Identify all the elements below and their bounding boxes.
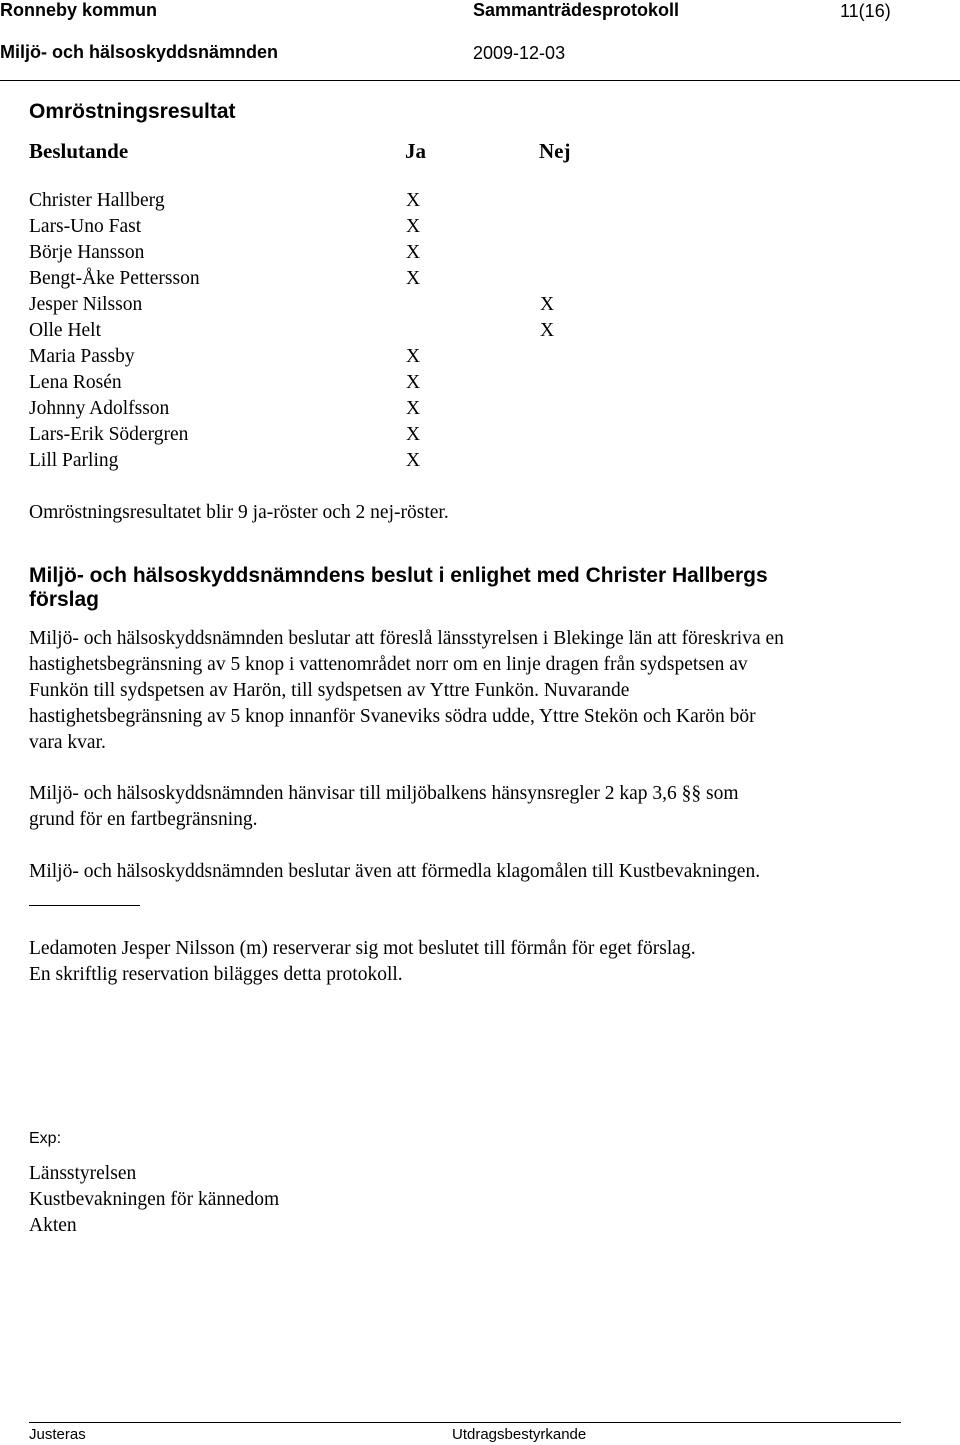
page-number: 11(16) [840, 1, 891, 21]
decision-heading-line: Miljö- och hälsoskyddsnämndens beslut i enlighet med Christer Hallbergs [29, 564, 768, 587]
vote-yes-mark: X [406, 242, 421, 263]
paragraph-line: Funkön till sydspetsen av Harön, till sydspetsen av Yttre Funkön. Nuvarande [29, 680, 630, 701]
vote-row [29, 294, 629, 320]
vote-yes-mark: X [406, 372, 421, 393]
distribution-item: Kustbevakningen för kännedom [29, 1189, 280, 1210]
vote-yes-mark: X [406, 216, 421, 237]
header-divider [0, 80, 960, 81]
vote-row [29, 424, 629, 450]
vote-yes-mark: X [406, 398, 421, 419]
distribution-label: Exp: [29, 1130, 62, 1147]
vote-row [29, 216, 629, 242]
vote-no-mark: X [540, 294, 555, 315]
paragraph-line: En skriftlig reservation bilägges detta protokoll. [29, 964, 403, 985]
column-yes: Ja [405, 139, 426, 163]
paragraph-line: grund för en fartbegränsning. [29, 809, 258, 830]
municipality-name: Ronneby kommun [0, 0, 158, 20]
decision-heading-line: förslag [29, 588, 100, 611]
vote-row [29, 320, 629, 346]
vote-yes-mark: X [406, 346, 421, 367]
vote-yes-mark: X [406, 268, 421, 289]
committee-name: Miljö- och hälsoskyddsnämnden [0, 42, 279, 62]
vote-heading: Omröstningsresultat [29, 100, 236, 123]
member-name: Lars-Uno Fast [29, 216, 142, 237]
member-name: Olle Helt [29, 320, 102, 341]
vote-no-mark: X [540, 320, 555, 341]
paragraph-line: Miljö- och hälsoskyddsnämnden beslutar även att förmedla klagomålen till Kustbevakningen. [29, 861, 761, 882]
separator-line [29, 905, 140, 906]
paragraph-line: Miljö- och hälsoskyddsnämnden beslutar att föreslå länsstyrelsen i Blekinge län att föreskriva en [29, 628, 784, 649]
member-name: Bengt-Åke Pettersson [29, 268, 200, 289]
vote-row [29, 242, 629, 268]
decision-heading [29, 564, 768, 612]
vote-yes-mark: X [406, 190, 421, 211]
vote-row [29, 268, 629, 294]
meeting-date: 2009-12-03 [473, 43, 566, 63]
member-name: Maria Passby [29, 346, 135, 367]
vote-row [29, 372, 629, 398]
decision-paragraph-3 [29, 859, 929, 885]
paragraph-line: Miljö- och hälsoskyddsnämnden hänvisar till miljöbalkens hänsynsregler 2 kap 3,6 §§ som [29, 783, 739, 804]
member-name: Lars-Erik Södergren [29, 424, 189, 445]
vote-row [29, 346, 629, 372]
member-name: Johnny Adolfsson [29, 398, 170, 419]
paragraph-line: Ledamoten Jesper Nilsson (m) reserverar sig mot beslutet till förmån för eget förslag. [29, 938, 696, 959]
decision-paragraph-1 [29, 626, 929, 756]
member-name: Börje Hansson [29, 242, 145, 263]
paragraph-line: hastighetsbegränsning av 5 knop i vattenområdet norr om en linje dragen från sydspetsen av [29, 654, 748, 675]
document-type: Sammanträdesprotokoll [473, 0, 680, 20]
distribution-item: Akten [29, 1215, 77, 1236]
footer-divider [29, 1422, 901, 1423]
footer-utdragsbestyrkande: Utdragsbestyrkande [452, 1426, 587, 1443]
member-name: Lill Parling [29, 450, 119, 471]
paragraph-line: hastighetsbegränsning av 5 knop innanför Svaneviks södra udde, Yttre Stekön och Karön bör [29, 706, 756, 727]
vote-yes-mark: X [406, 424, 421, 445]
column-member: Beslutande [29, 139, 129, 163]
footer-justeras: Justeras [29, 1426, 86, 1443]
vote-row [29, 450, 629, 476]
vote-row [29, 190, 629, 216]
member-name: Jesper Nilsson [29, 294, 143, 315]
paragraph-line: vara kvar. [29, 732, 106, 753]
vote-row [29, 398, 629, 424]
column-no: Nej [539, 139, 571, 163]
member-name: Lena Rosén [29, 372, 122, 393]
decision-paragraph-2 [29, 781, 929, 833]
vote-yes-mark: X [406, 450, 421, 471]
reservation-paragraph [29, 936, 929, 988]
vote-result: Omröstningsresultatet blir 9 ja-röster och 2 nej-röster. [29, 502, 449, 523]
member-name: Christer Hallberg [29, 190, 165, 211]
distribution-item: Länsstyrelsen [29, 1163, 137, 1184]
distribution-list [29, 1161, 929, 1239]
